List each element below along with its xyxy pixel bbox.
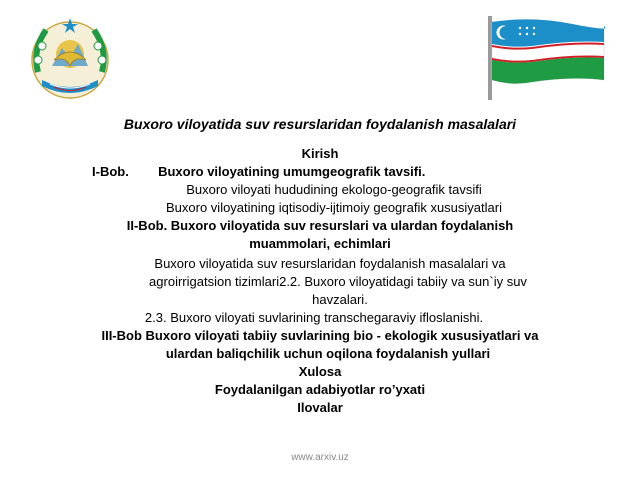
toc-conclusion: Xulosa bbox=[298, 364, 342, 379]
toc-appendices: Ilovalar bbox=[297, 400, 343, 415]
toc-chapter-3-line-1: III-Bob Buxoro viloyati tabiiy suvlarining bio - ekologik xususiyatlari va bbox=[101, 328, 539, 343]
toc-chapter-2-line-2: muammolari, echimlari bbox=[249, 236, 391, 251]
toc-chapter-3-line-2: ulardan baliqchilik uchun oqilona foydalanish yullari bbox=[165, 346, 491, 361]
toc-section-1-2: Buxoro viloyatining iqtisodiy-ijtimoiy geografik xususiyatlari bbox=[166, 200, 502, 215]
toc-section-2-3: 2.3. Buxoro viloyati suvlarining transchegaraviy ifloslanishi. bbox=[144, 310, 484, 325]
toc-section-1-1: Buxoro viloyati hududining ekologo-geografik tavsifi bbox=[186, 182, 482, 197]
toc-chapter-1-title: Buxoro viloyatining umumgeografik tavsifi. bbox=[158, 164, 426, 179]
toc-section-2-1-line-3: havzalari. bbox=[312, 292, 368, 307]
toc-section-2-1-line-2: agroirrigatsion tizimlari2.2. Buxoro viloyatidagi tabiiy va sun`iy suv bbox=[149, 274, 527, 289]
toc-references: Foydalanilgan adabiyotlar ro’yxati bbox=[214, 382, 426, 397]
state-emblem-icon bbox=[24, 14, 116, 100]
footer-url: www.arxiv.uz bbox=[291, 452, 349, 463]
document-title: Buxoro viloyatida suv resurslaridan foydalanish masalalari bbox=[123, 116, 517, 132]
national-flag-icon bbox=[472, 16, 608, 100]
toc-chapter-1 bbox=[92, 164, 632, 180]
toc-chapter-1-number: I-Bob. bbox=[92, 164, 129, 179]
toc-chapter-2-line-1: II-Bob. Buxoro viloyatida suv resurslari va ulardan foydalanish bbox=[126, 218, 514, 233]
toc-intro: Kirish bbox=[301, 146, 339, 161]
toc-section-2-1-line-1: Buxoro viloyatida suv resurslaridan foydalanish masalalari va bbox=[154, 256, 506, 271]
